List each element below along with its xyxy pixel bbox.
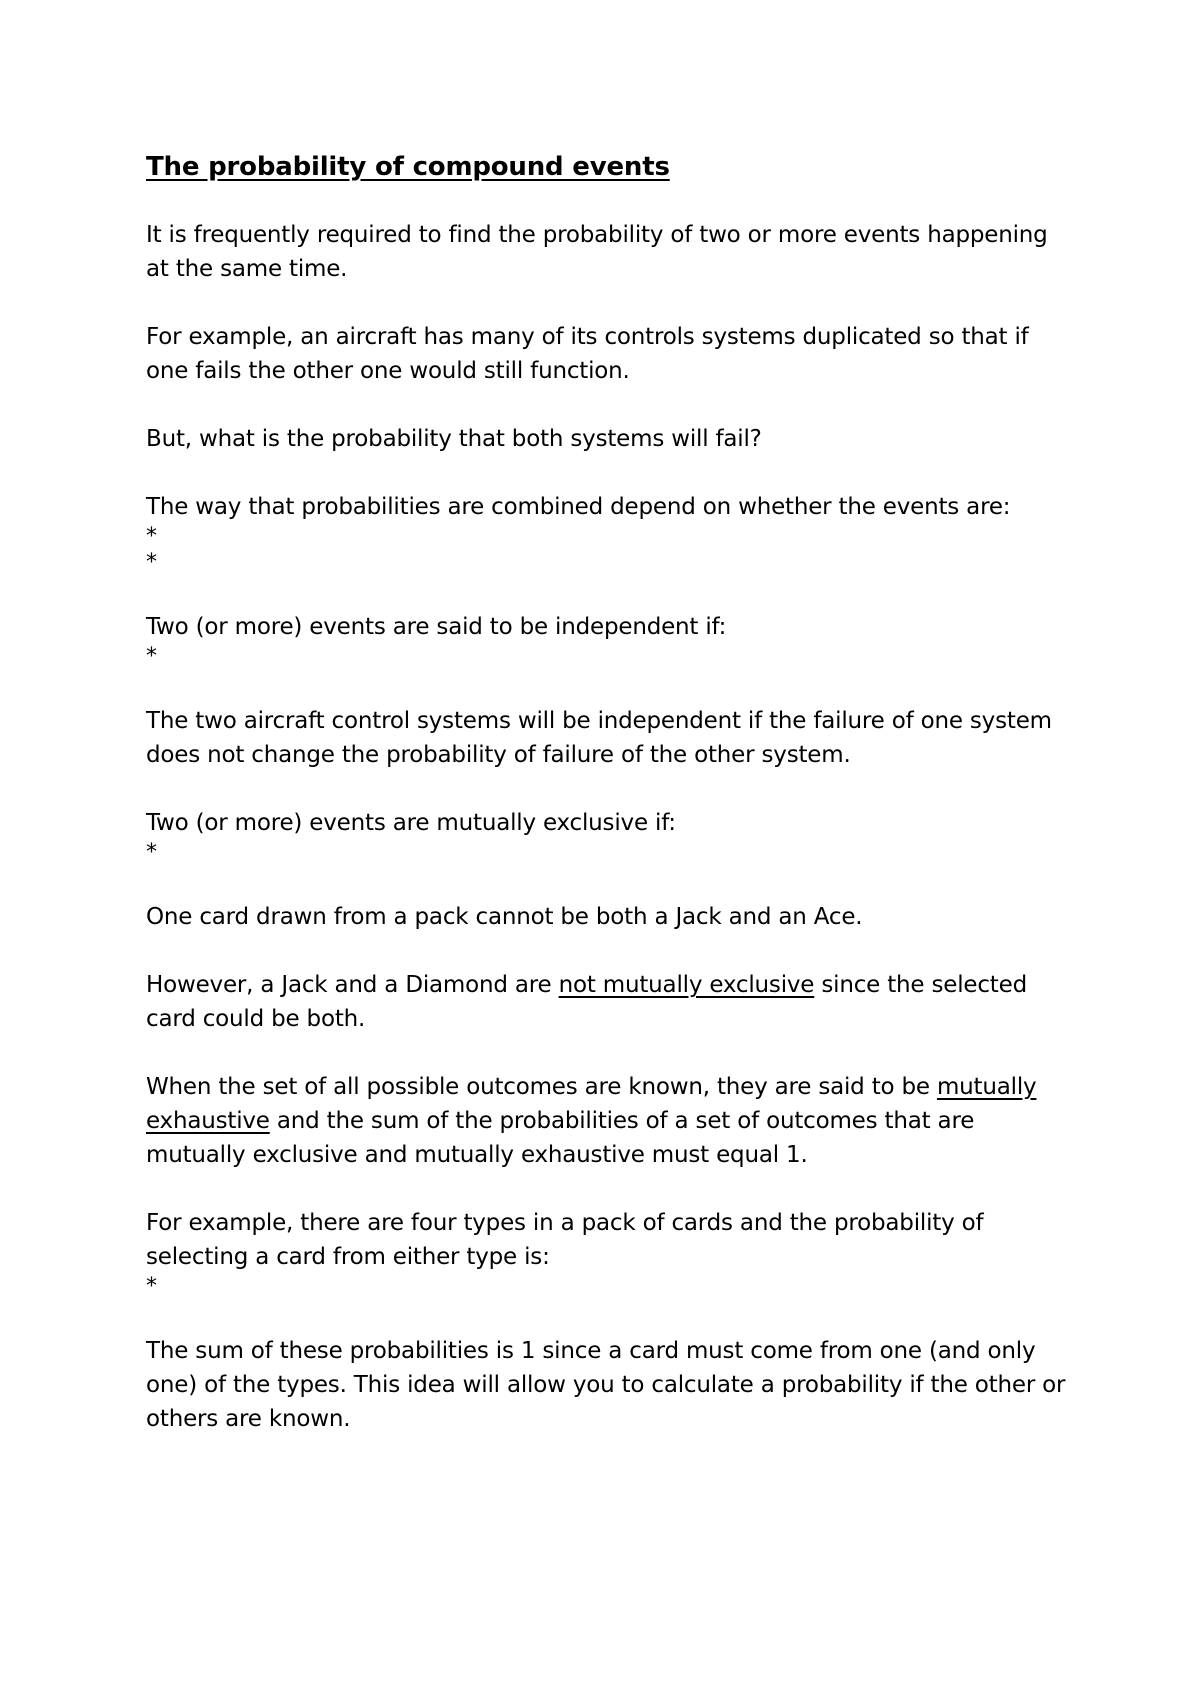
paragraph-question: But, what is the probability that both systems will fail?: [146, 426, 762, 452]
page-title: The probability of compound events: [146, 152, 670, 182]
text-segment: When the set of all possible outcomes are known, they are said to be: [146, 1074, 937, 1100]
paragraph-intro: It is frequently required to find the probability of two or more events happening at the same time.: [146, 222, 1048, 282]
underlined-term: mutually exhaustive: [146, 1074, 1037, 1134]
paragraph-four-types: For example, there are four types in a pack of cards and the probability of selecting a card from either type is:: [146, 1210, 984, 1270]
paragraph-card-example: One card drawn from a pack cannot be both a Jack and an Ace.: [146, 904, 863, 930]
bullet-marker: *: [146, 1274, 157, 1299]
paragraph-mutually-exclusive-definition: Two (or more) events are mutually exclusive if:: [146, 810, 676, 836]
bullet-marker: *: [146, 550, 157, 575]
paragraph-aircraft-independent: The two aircraft control systems will be independent if the failure of one system does not change the probability of failure of the other system.: [146, 708, 1052, 768]
paragraph-sum-probabilities: The sum of these probabilities is 1 since a card must come from one (and only one) of the types. This idea will allow you to calculate a probability if the other or others are known.: [146, 1338, 1066, 1432]
text-segment: However, a Jack and a Diamond are: [146, 972, 559, 998]
paragraph-combined: The way that probabilities are combined depend on whether the events are:: [146, 494, 1011, 520]
bullet-list-mutually-exclusive: [146, 840, 1066, 866]
document-body: [146, 150, 1066, 1470]
bullet-marker: *: [146, 644, 157, 669]
bullet-list-card-types: [146, 1274, 1066, 1300]
bullet-marker: *: [146, 524, 157, 549]
paragraph-aircraft-example: For example, an aircraft has many of its controls systems duplicated so that if one fails the other one would still function.: [146, 324, 1029, 384]
underlined-term: not mutually exclusive: [558, 972, 815, 998]
paragraph-mutually-exhaustive: [146, 1070, 1066, 1172]
text-segment: since the selected card could be both.: [146, 972, 1027, 1032]
bullet-marker: *: [146, 840, 157, 865]
text-segment: and the sum of the probabilities of a set of outcomes that are mutually exclusive and mutually exhaustive must equal 1.: [146, 1108, 975, 1168]
bullet-list-event-types: [146, 524, 1066, 576]
bullet-list-independent: [146, 644, 1066, 670]
paragraph-independent-definition: Two (or more) events are said to be independent if:: [146, 614, 727, 640]
paragraph-jack-diamond: [146, 968, 1066, 1036]
